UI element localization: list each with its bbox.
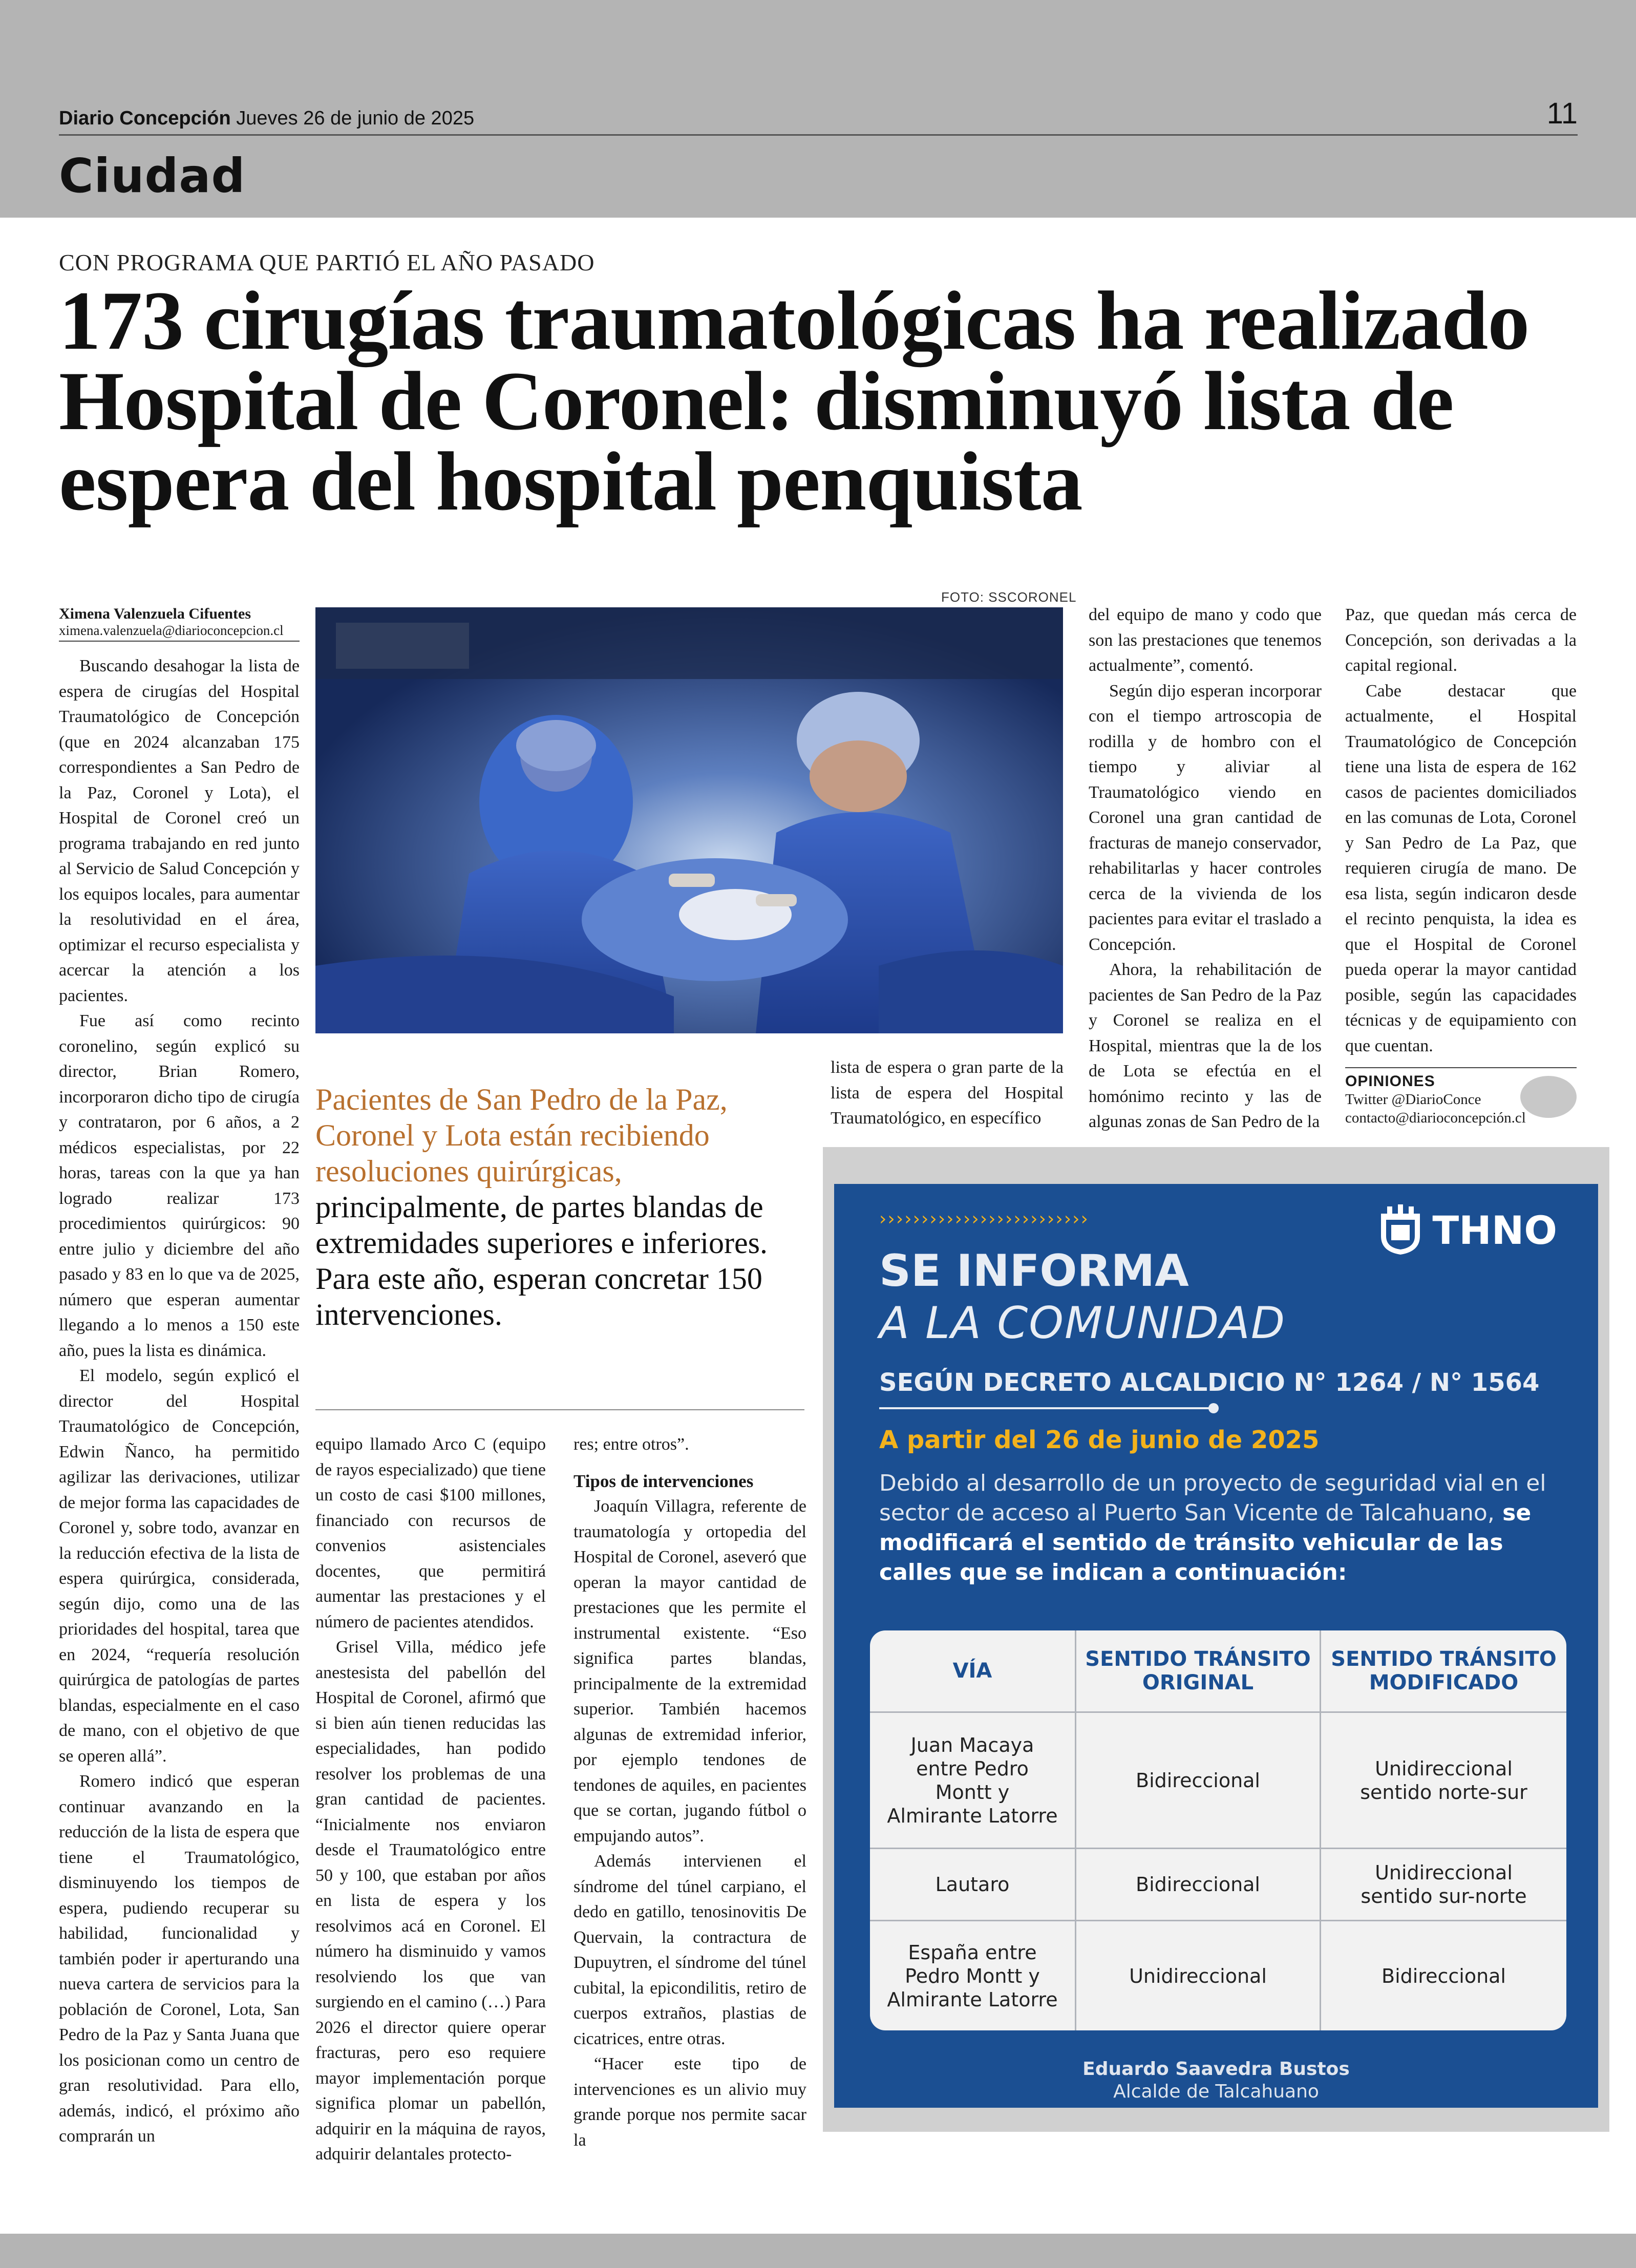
ad-body-bold: se modificará el sentido de tránsito vehicular de las calles que se indican a continuación: xyxy=(879,1500,1532,1585)
article-kicker: CON PROGRAMA QUE PARTIÓ EL AÑO PASADO xyxy=(59,249,595,275)
article-column-1 xyxy=(59,653,300,2149)
municipal-crest-icon xyxy=(1378,1204,1423,1256)
table-cell: Unidireccional xyxy=(1076,1921,1321,2030)
table-header-cell: SENTIDO TRÁNSITO ORIGINAL xyxy=(1076,1630,1321,1711)
table-row xyxy=(870,1921,1566,2030)
subheading: Tipos de intervenciones xyxy=(573,1471,754,1491)
table-cell: Bidireccional xyxy=(1076,1849,1321,1920)
ad-signature-name: Eduardo Saavedra Bustos xyxy=(1082,2059,1350,2080)
surgery-photo-illustration xyxy=(315,607,1063,1033)
pull-quote xyxy=(315,1082,810,1332)
opinions-box xyxy=(1345,1073,1577,1127)
paper-name: Diario Concepción xyxy=(59,108,231,129)
author-name: Ximena Valenzuela Cifuentes xyxy=(59,605,251,622)
article-column-5 xyxy=(1345,602,1577,1058)
photo-credit: FOTO: SSCORONEL xyxy=(941,589,1077,605)
table-cell: Unidireccional sentido sur-norte xyxy=(1361,1861,1527,1907)
paragraph: Según dijo esperan incorporar con el tiempo artroscopia de rodilla y de hombro con el tiempo y aliviar al Traumatológico viendo en Coronel una gran cantidad de fracturas de manejo conservador, rehabilitarlas y hacer controles cerca de la vivienda de los pacientes para evitar el traslado a Concepción. xyxy=(1089,681,1322,954)
speech-bubble-icon xyxy=(1520,1076,1577,1118)
author-email: ximena.valenzuela@diarioconcepcion.cl xyxy=(59,623,300,642)
opinions-title: OPINIONES xyxy=(1345,1073,1435,1090)
table-cell: Bidireccional xyxy=(1382,1964,1506,1987)
pull-quote-highlight: Pacientes de San Pedro de la Paz, Coronel y Lota están recibiendo resoluciones quirúrgicas, xyxy=(315,1083,728,1188)
traffic-table xyxy=(870,1630,1566,2030)
table-header-row xyxy=(870,1630,1566,1711)
article-column-2 xyxy=(315,1432,546,2167)
ad-arrows: ››››››››››››››››››››››››› xyxy=(879,1209,1089,1230)
ad-body-text: Debido al desarrollo de un proyecto de seguridad vial en el sector de acceso al Puerto San Vicente de Talcahuano, xyxy=(879,1470,1546,1526)
paragraph: equipo llamado Arco C (equipo de rayos especializado) que tiene un costo de casi $100 millones, financiado con recursos de convenios asistenciales docentes, que permitirá aumentar las prestaciones y el número de pacientes atendidos. xyxy=(315,1435,546,1631)
ad-decree: SEGÚN DECRETO ALCALDICIO N° 1264 / N° 1564 xyxy=(879,1368,1540,1397)
advertisement xyxy=(823,1147,1609,2132)
footer-band xyxy=(0,2234,1636,2268)
ad-subtitle: A LA COMUNIDAD xyxy=(879,1298,1286,1349)
paragraph: “Hacer este tipo de intervenciones es un alivio muy grande porque nos permite sacar la xyxy=(573,2054,806,2150)
paragraph: res; entre otros”. xyxy=(573,1435,689,1454)
paragraph: El modelo, según explicó el director del Hospital Traumatológico de Concepción, Edwin Ñanco, ha permitido agilizar las derivaciones, utilizar de mejor forma las capacidades de Coronel y, sobre todo, avanzar en la reducción efectiva de la lista de espera quirúrgica, considerada, según dijo, como una de las prioridades del hospital, tarea que en 2024, “requería resolución quirúrgica de patologías de partes blandas, especialmente en el caso de mano, con el objetivo de que se operen allá”. xyxy=(59,1366,300,1766)
article-headline xyxy=(59,274,1590,528)
paragraph: lista de espera o gran parte de la lista de espera del Hospital Traumatológico, en específico xyxy=(831,1058,1064,1128)
header-rule xyxy=(59,134,1578,136)
ad-date: A partir del 26 de junio de 2025 xyxy=(879,1426,1320,1454)
paragraph: Además intervienen el síndrome del túnel carpiano, el dedo en gatillo, tenosinovitis De Quervain, la contractura de Dupuytren, el síndrome del túnel cubital, la epicondilitis, retiro de cuerpos extraños, plastias de cicatrices, entre otras. xyxy=(573,1852,806,2048)
table-row xyxy=(870,1713,1566,1848)
issue-date: Jueves 26 de junio de 2025 xyxy=(236,108,475,129)
ad-rule-dot xyxy=(1208,1403,1219,1413)
opinions-twitter[interactable]: Twitter @DiarioConce xyxy=(1345,1091,1481,1108)
paragraph: Grisel Villa, médico jefe anestesista del pabellón del Hospital de Coronel, afirmó que si bien aún tienen reducidas las especialidades, han podido resolver los problemas de una gran cantidad de pacientes. “Inicialmente nos enviaron desde el Traumatológico entre 50 y 100, que estaban por años en lista de espera y los resolvimos acá en Coronel. El número ha disminuido y vamos resolviendo los que van surgiendo en el camino (…) Para 2026 el director quiere operar fracturas, pero eso requiere mayor implementación porque significa plomar un pabellón, adquirir en la máquina de rayos, adquirir delantales protecto- xyxy=(315,1638,546,2164)
paragraph: Romero indicó que esperan continuar avanzando en la reducción de la lista de espera que tiene el Traumatológico, disminuyendo los tiempos de espera, pudiendo recuperar su habilidad, funcionalidad y también poder ir aperturando una nueva cartera de servicios para la población de Coronel, Lota, San Pedro de la Paz y Santa Juana que los posicionan como un centro de gran resolutividad. Para ello, además, indicó, el próximo año comprarán un xyxy=(59,1772,300,2146)
paragraph: Joaquín Villagra, referente de traumatología y ortopedia del Hospital de Coronel, aseveró que operan la mayor cantidad de prestaciones que les permite el instrumental existente. “Eso significa partes blandas, principalmente de la extremidad superior. También hacemos algunas de extremidad inferior, por ejemplo tendones de tendones de aquiles, en pacientes que se cortan, jugando fútbol o empujando autos”. xyxy=(573,1497,806,1846)
logo-text: THNO xyxy=(1432,1207,1557,1253)
opinions-email[interactable]: contacto@diarioconcepción.cl xyxy=(1345,1110,1526,1126)
ad-panel xyxy=(834,1184,1598,2108)
pull-quote-rule xyxy=(315,1409,804,1410)
table-row xyxy=(870,1849,1566,1920)
ad-title: SE INFORMA xyxy=(879,1245,1189,1297)
article-column-3-top xyxy=(831,1055,1064,1131)
headline-bold: 173 cirugías traumatológicas xyxy=(59,274,1076,367)
table-cell: Lautaro xyxy=(870,1849,1076,1920)
table-cell: Juan Macaya entre Pedro Montt y Almirante Latorre xyxy=(870,1713,1076,1848)
ad-body xyxy=(879,1469,1560,1587)
table-cell: España entre Pedro Montt y Almirante Latorre xyxy=(870,1921,1076,2030)
paragraph: Paz, que quedan más cerca de Concepción, son derivadas a la capital regional. xyxy=(1345,605,1577,675)
ad-rule xyxy=(879,1407,1215,1409)
paragraph: del equipo de mano y codo que son las prestaciones que tenemos actualmente”, comentó. xyxy=(1089,605,1322,675)
headline-rest: ha realizado Hospital de Coronel: disminuyó lista de espera del hospital penquista xyxy=(59,274,1529,528)
paragraph: Fue así como recinto coronelino, según explicó su director, Brian Romero, incorporaron dicho tipo de cirugía y contrataron, por 6 años, a 2 médicos especialistas, por 22 horas, tareas con la que ya han logrado realizar 173 procedimientos quirúrgicos: 90 entre julio y diciembre del año pasado y 83 en lo que va de 2025, número que esperan aumentar llegando a lo menos a 150 este año, pues la lista es dinámica. xyxy=(59,1011,300,1360)
table-header-cell: VÍA xyxy=(870,1630,1076,1711)
masthead xyxy=(59,108,474,130)
paragraph: Buscando desahogar la lista de espera de cirugías del Hospital Traumatológico de Concepción (que en 2024 alcanzaban 175 correspondientes a San Pedro de la Paz, Coronel y Lota), el Hospital de Coronel creó un programa trabajando en red junto al Servicio de Salud Concepción y los equipos locales, para aumentar la resolutividad en el área, optimizar el recurso especialista y acercar la atención a los pacientes. xyxy=(59,656,300,1005)
section-title: Ciudad xyxy=(59,149,246,203)
article-column-4 xyxy=(1089,602,1322,1135)
paragraph: Ahora, la rehabilitación de pacientes de San Pedro de la Paz y Coronel se realiza en el Hospital, mientras que la de los de Lota se efectúa en el homónimo recinto y las de algunas zonas de San Pedro de la xyxy=(1089,960,1322,1131)
pull-quote-text: principalmente, de partes blandas de extremidades superiores e inferiores. Para este año, esperan concretar 150 intervenciones. xyxy=(315,1190,768,1331)
opinions-rule xyxy=(1345,1067,1577,1068)
table-cell: Unidireccional sentido norte-sur xyxy=(1360,1757,1527,1804)
paragraph: Cabe destacar que actualmente, el Hospital Traumatológico de Concepción tiene una lista de espera de 162 casos de pacientes domiciliados en las comunas de Lota, Coronel y San Pedro de La Paz, que requieren cirugía de mano. De esa lista, según indicaron desde el recinto penquista, la idea es que el Hospital de Coronel pueda operar la mayor cantidad posible, según las capacidades técnicas y de equipamiento con que cuentan. xyxy=(1345,681,1577,1055)
surgery-photo xyxy=(315,607,1063,1033)
table-header-cell: SENTIDO TRÁNSITO MODIFICADO xyxy=(1331,1647,1557,1694)
page-number: 11 xyxy=(1546,97,1578,130)
ad-signature-title: Alcalde de Talcahuano xyxy=(1113,2081,1319,2102)
byline xyxy=(59,605,300,642)
table-cell: Bidireccional xyxy=(1076,1713,1321,1848)
thno-logo xyxy=(1378,1204,1557,1256)
article-column-3 xyxy=(573,1432,806,2153)
